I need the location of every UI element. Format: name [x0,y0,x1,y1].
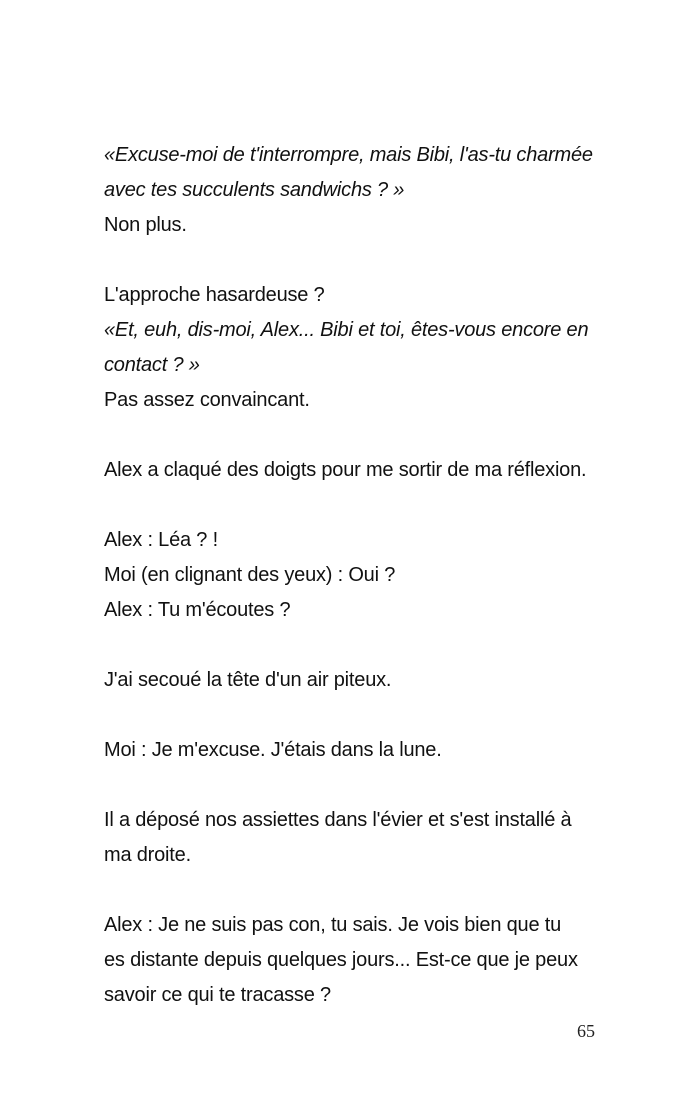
paragraph-1-line-3: Non plus. [104,214,187,236]
page-body-text [104,138,604,1013]
paragraph-spacer [104,873,604,908]
dialogue-line-alex-3: Alex : Je ne suis pas con, tu sais. Je vois bien que tu [104,914,562,936]
paragraph-2-line-2: «Et, euh, dis-moi, Alex... Bibi et toi, êtes-vous encore en [104,319,589,341]
paragraph-3-line-1: Alex a claqué des doigts pour me sortir de ma réflexion. [104,459,587,481]
paragraph-spacer [104,768,604,803]
paragraph-7-line-1: Il a déposé nos assiettes dans l'évier et s'est installé à [104,809,572,831]
page-number: 65 [577,1021,595,1041]
paragraph-5-line-1: J'ai secoué la tête d'un air piteux. [104,669,392,691]
paragraph-spacer [104,418,604,453]
paragraph-spacer [104,243,604,278]
dialogue-line-moi-2: Moi : Je m'excuse. J'étais dans la lune. [104,739,442,761]
dialogue-line-moi-1: Moi (en clignant des yeux) : Oui ? [104,564,396,586]
paragraph-2-line-4: Pas assez convaincant. [104,389,310,411]
dialogue-line-alex-1: Alex : Léa ? ! [104,529,218,551]
paragraph-7-line-2: ma droite. [104,844,191,866]
paragraph-2-line-3: contact ? » [104,354,200,376]
paragraph-spacer [104,488,604,523]
paragraph-1-line-2: avec tes succulents sandwichs ? » [104,179,405,201]
paragraph-2-line-1: L'approche hasardeuse ? [104,284,325,306]
paragraph-spacer [104,698,604,733]
dialogue-line-alex-3-end: savoir ce qui te tracasse ? [104,984,331,1006]
paragraph-1-line-1: «Excuse-moi de t'interrompre, mais Bibi, l'as-tu charmée [104,144,593,166]
paragraph-spacer [104,628,604,663]
dialogue-line-alex-2: Alex : Tu m'écoutes ? [104,599,291,621]
dialogue-line-alex-3-cont: es distante depuis quelques jours... Est-ce que je peux [104,949,578,971]
